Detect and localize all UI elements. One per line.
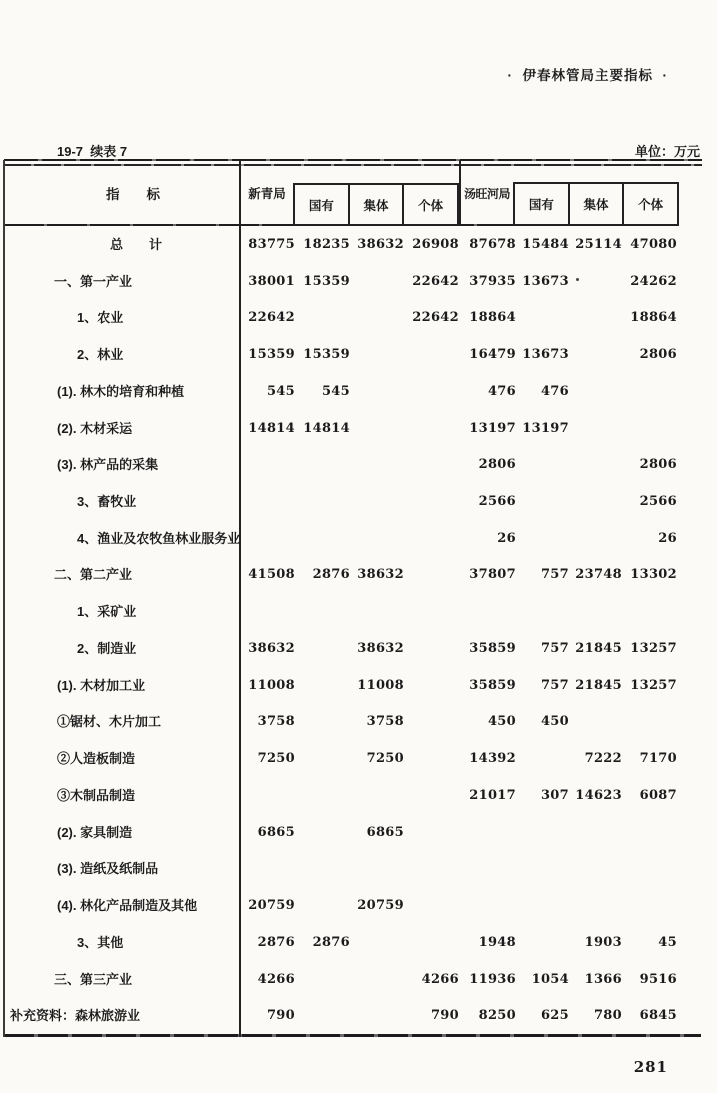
- value-cell-tangwanghe-total: 37807: [469, 567, 516, 583]
- value-cell-tangwanghe-collective: 7222: [584, 751, 622, 767]
- value-cell-xinqing-individual: 4266: [421, 971, 459, 987]
- value-cell-xinqing-collective: 38632: [357, 567, 404, 583]
- header-tangwanghe-individual: 个体: [622, 184, 677, 224]
- value-cell-xinqing-individual: 26908: [412, 236, 459, 252]
- value-cell-tangwanghe-individual: 13257: [630, 640, 677, 656]
- table-number-caption: 19-7 续表 7: [57, 144, 128, 159]
- row-label: 1、农业: [77, 310, 124, 326]
- table-row: [4, 483, 679, 520]
- value-cell-tangwanghe-total: 2566: [478, 494, 516, 509]
- table-row: [4, 961, 679, 998]
- row-label: 补充资料：森林旅游业: [10, 1008, 141, 1024]
- row-label: (1). 林木的培育和种植: [57, 383, 185, 399]
- value-cell-tangwanghe-collective: 23748: [575, 567, 622, 583]
- header-xinqing-bureau: 新青局: [248, 187, 286, 201]
- header-xinqing-individual: 个体: [402, 185, 457, 224]
- value-cell-xinqing-state-owned: 14814: [303, 420, 350, 436]
- row-label: (4). 林化产品制造及其他: [57, 898, 198, 914]
- table-row: [4, 446, 679, 483]
- value-cell-xinqing-collective: 38632: [357, 236, 404, 252]
- table-body: [4, 226, 679, 1034]
- value-cell-tangwanghe-total: 14392: [469, 751, 516, 767]
- value-cell-tangwanghe-individual: 45: [658, 934, 677, 950]
- value-cell-xinqing-collective: 7250: [366, 751, 404, 767]
- value-cell-xinqing-total: 38001: [248, 273, 295, 289]
- value-cell-tangwanghe-individual: 24262: [630, 273, 677, 289]
- header-tangwanghe-state-owned: 国有: [528, 198, 554, 212]
- value-cell-xinqing-collective: 3758: [366, 714, 404, 730]
- value-cell-xinqing-collective: 20759: [357, 898, 404, 914]
- value-cell-xinqing-individual: 22642: [412, 273, 459, 289]
- row-label: ②人造板制造: [57, 751, 136, 767]
- row-label: 三、第三产业: [54, 971, 133, 987]
- value-cell-tangwanghe-state-owned: 757: [540, 567, 569, 583]
- value-cell-xinqing-total: 6865: [257, 824, 295, 840]
- value-cell-tangwanghe-total: 87678: [469, 236, 516, 252]
- value-cell-xinqing-total: 2876: [257, 934, 295, 950]
- value-cell-tangwanghe-individual: 7170: [639, 751, 677, 767]
- table-row: [4, 410, 679, 447]
- value-cell-tangwanghe-state-owned: 450: [540, 714, 569, 730]
- value-cell-tangwanghe-collective: 25114: [575, 236, 622, 252]
- value-cell-tangwanghe-individual: 13257: [630, 677, 677, 693]
- scan-artifact-dot: [576, 278, 579, 281]
- value-cell-tangwanghe-total: 35859: [469, 640, 516, 656]
- value-cell-tangwanghe-individual: 2566: [639, 494, 677, 509]
- table-row: [4, 667, 679, 704]
- value-cell-tangwanghe-individual: 6845: [639, 1008, 677, 1024]
- table-row: [4, 520, 679, 557]
- table-top-rule-thin: [4, 159, 702, 161]
- table-row: [4, 924, 679, 961]
- value-cell-tangwanghe-total: 8250: [478, 1008, 516, 1024]
- row-label: 3、其他: [77, 934, 124, 950]
- value-cell-xinqing-state-owned: 545: [321, 383, 350, 399]
- value-cell-xinqing-collective: 6865: [366, 824, 404, 840]
- value-cell-tangwanghe-state-owned: 625: [540, 1008, 569, 1024]
- value-cell-xinqing-state-owned: 2876: [312, 934, 350, 950]
- row-label: (2). 木材采运: [57, 420, 133, 436]
- value-cell-tangwanghe-total: 18864: [469, 310, 516, 326]
- table-row: [4, 997, 679, 1034]
- value-cell-xinqing-state-owned: 15359: [303, 347, 350, 363]
- value-cell-tangwanghe-total: 26: [497, 530, 516, 546]
- table-row: [4, 373, 679, 410]
- row-label: (1). 木材加工业: [57, 677, 146, 693]
- row-label: 一、第一产业: [54, 273, 133, 289]
- value-cell-xinqing-collective: 11008: [357, 677, 404, 693]
- value-cell-xinqing-total: 41508: [248, 567, 295, 583]
- value-cell-tangwanghe-state-owned: 307: [540, 787, 569, 803]
- page-number: 281: [633, 1058, 668, 1076]
- value-cell-xinqing-state-owned: 15359: [303, 273, 350, 289]
- value-cell-tangwanghe-state-owned: 15484: [522, 236, 569, 252]
- row-label: ③木制品制造: [57, 787, 136, 803]
- row-label: 二、第二产业: [54, 567, 133, 583]
- row-label: ①锯材、木片加工: [57, 714, 162, 730]
- value-cell-xinqing-total: 15359: [248, 347, 295, 363]
- value-cell-tangwanghe-state-owned: 476: [540, 383, 569, 399]
- value-cell-tangwanghe-total: 16479: [469, 347, 516, 363]
- table-row: [4, 263, 679, 300]
- value-cell-tangwanghe-individual: 6087: [639, 787, 677, 803]
- value-cell-xinqing-total: 790: [266, 1008, 295, 1024]
- table-row: [4, 887, 679, 924]
- value-cell-xinqing-total: 22642: [248, 310, 295, 326]
- row-label: 总 计: [109, 236, 162, 252]
- row-label: 4、渔业及农牧鱼林业服务业: [77, 530, 241, 546]
- value-cell-tangwanghe-individual: 18864: [630, 310, 677, 326]
- header-subcolumns-tangwanghe: [513, 182, 679, 226]
- row-label: 3、畜牧业: [77, 494, 137, 509]
- table-row: [4, 299, 679, 336]
- value-cell-tangwanghe-total: 13197: [469, 420, 516, 436]
- value-cell-tangwanghe-total: 35859: [469, 677, 516, 693]
- unit-caption: 单位：万元: [634, 144, 700, 159]
- table-row: [4, 704, 679, 741]
- value-cell-tangwanghe-collective: 14623: [575, 787, 622, 803]
- value-cell-tangwanghe-state-owned: 757: [540, 640, 569, 656]
- value-cell-tangwanghe-total: 11936: [469, 971, 516, 987]
- value-cell-tangwanghe-state-owned: 13673: [522, 347, 569, 363]
- value-cell-tangwanghe-state-owned: 13673: [522, 273, 569, 289]
- value-cell-tangwanghe-state-owned: 757: [540, 677, 569, 693]
- value-cell-tangwanghe-total: 450: [487, 714, 516, 730]
- value-cell-tangwanghe-individual: 13302: [630, 567, 677, 583]
- value-cell-tangwanghe-individual: 26: [658, 530, 677, 546]
- value-cell-xinqing-collective: 38632: [357, 640, 404, 656]
- table-row: [4, 777, 679, 814]
- header-tangwanghe-bureau: 汤旺河局: [463, 186, 510, 201]
- value-cell-tangwanghe-individual: 2806: [639, 457, 677, 473]
- table-row: [4, 740, 679, 777]
- value-cell-tangwanghe-individual: 9516: [639, 971, 677, 987]
- header-xinqing-collective: 集体: [348, 185, 403, 224]
- row-label: (3). 林产品的采集: [57, 457, 159, 473]
- value-cell-xinqing-state-owned: 18235: [303, 236, 350, 252]
- value-cell-tangwanghe-state-owned: 1054: [531, 971, 569, 987]
- value-cell-xinqing-total: 14814: [248, 420, 295, 436]
- value-cell-tangwanghe-individual: 2806: [639, 347, 677, 363]
- value-cell-xinqing-total: 545: [266, 383, 295, 399]
- value-cell-xinqing-individual: 790: [430, 1008, 459, 1024]
- row-label: 2、林业: [77, 347, 124, 363]
- value-cell-tangwanghe-collective: 1903: [584, 934, 622, 950]
- value-cell-xinqing-total: 38632: [248, 640, 295, 656]
- value-cell-xinqing-total: 3758: [257, 714, 295, 730]
- value-cell-tangwanghe-collective: 21845: [575, 640, 622, 656]
- value-cell-tangwanghe-collective: 21845: [575, 677, 622, 693]
- value-cell-xinqing-total: 20759: [248, 898, 295, 914]
- value-cell-tangwanghe-individual: 47080: [630, 236, 677, 252]
- page-header-title: · 伊春林管局主要指标 ·: [507, 68, 668, 83]
- table-row: [4, 630, 679, 667]
- value-cell-tangwanghe-total: 21017: [469, 787, 516, 803]
- value-cell-xinqing-total: 11008: [248, 677, 295, 693]
- value-cell-tangwanghe-total: 476: [487, 383, 516, 399]
- row-label: 1、采矿业: [77, 604, 137, 620]
- header-xinqing-state-owned: 国有: [308, 198, 334, 213]
- row-label: (3). 造纸及纸制品: [57, 861, 159, 877]
- value-cell-tangwanghe-total: 37935: [469, 273, 516, 289]
- table-row: [4, 336, 679, 373]
- table-row: [4, 814, 679, 851]
- value-cell-tangwanghe-total: 2806: [478, 457, 516, 473]
- header-subcolumns-xinqing: [293, 183, 459, 226]
- value-cell-xinqing-total: 83775: [248, 236, 295, 252]
- value-cell-xinqing-state-owned: 2876: [312, 567, 350, 583]
- value-cell-xinqing-total: 7250: [257, 751, 295, 767]
- row-label: 2、制造业: [77, 640, 137, 656]
- header-indicator: 指 标: [106, 187, 160, 202]
- value-cell-xinqing-total: 4266: [257, 971, 295, 987]
- table-row: [4, 850, 679, 887]
- value-cell-xinqing-individual: 22642: [412, 310, 459, 326]
- table-bottom-rule: [4, 1034, 701, 1037]
- header-tangwanghe-collective: 集体: [568, 184, 623, 224]
- table-row: [4, 557, 679, 594]
- value-cell-tangwanghe-collective: 780: [593, 1008, 622, 1024]
- value-cell-tangwanghe-state-owned: 13197: [522, 420, 569, 436]
- value-cell-tangwanghe-collective: 1366: [584, 971, 622, 987]
- table-row: [4, 226, 679, 263]
- table-row: [4, 593, 679, 630]
- value-cell-tangwanghe-total: 1948: [478, 934, 516, 950]
- row-label: (2). 家具制造: [57, 824, 133, 840]
